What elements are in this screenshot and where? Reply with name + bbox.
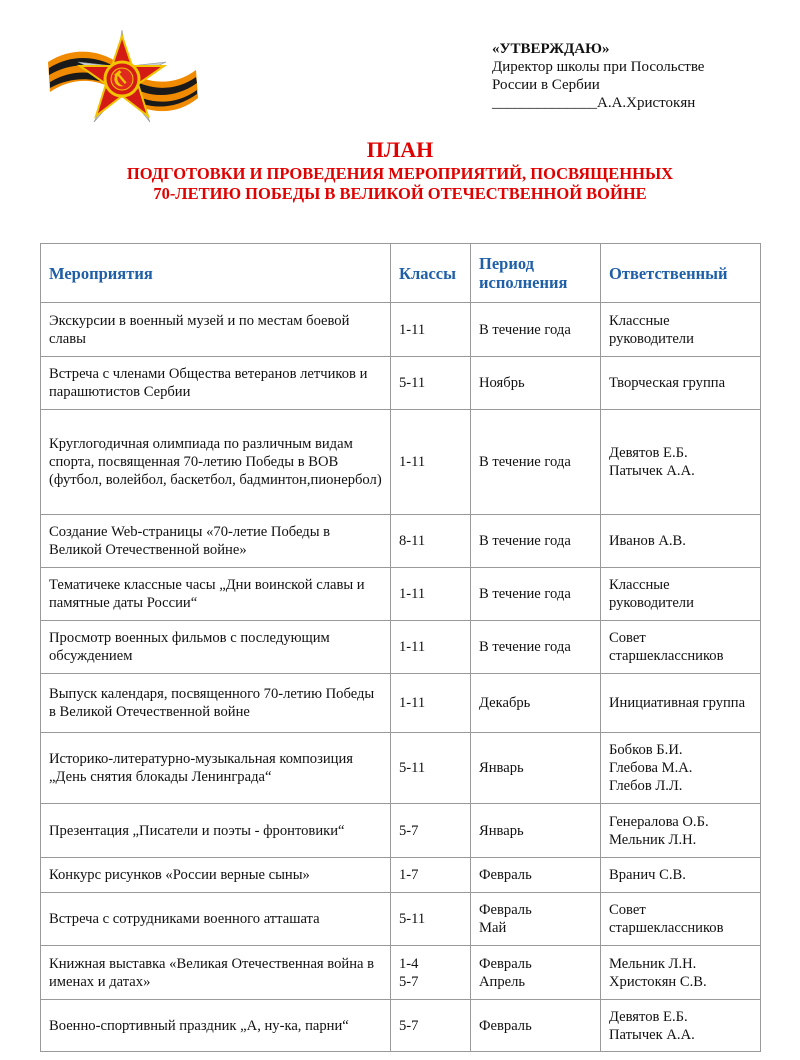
- cell-grades: 5-7: [391, 1000, 471, 1052]
- cell-event: Военно-спортивный праздник „А, ну-ка, парни“: [41, 1000, 391, 1052]
- cell-event: Презентация „Писатели и поэты - фронтовики“: [41, 804, 391, 858]
- cell-period: В течение года: [471, 621, 601, 674]
- table-row: [41, 357, 761, 410]
- cell-responsible: Творческая группа: [601, 357, 761, 410]
- cell-responsible: Классные руководители: [601, 568, 761, 621]
- table-row: [41, 946, 761, 1000]
- cell-responsible: Генералова О.Б. Мельник Л.Н.: [601, 804, 761, 858]
- table-row: [41, 858, 761, 893]
- cell-period: В течение года: [471, 568, 601, 621]
- document-heading: [0, 136, 800, 204]
- cell-responsible: Вранич С.В.: [601, 858, 761, 893]
- cell-grades: 5-11: [391, 733, 471, 804]
- table-row: [41, 733, 761, 804]
- cell-period: Январь: [471, 733, 601, 804]
- cell-responsible: Инициативная группа: [601, 674, 761, 733]
- cell-grades: 5-11: [391, 893, 471, 946]
- table-row: [41, 410, 761, 515]
- cell-grades: 5-7: [391, 804, 471, 858]
- cell-period: Февраль: [471, 858, 601, 893]
- cell-period: Февраль Апрель: [471, 946, 601, 1000]
- cell-responsible: Мельник Л.Н. Христокян С.В.: [601, 946, 761, 1000]
- cell-period: Январь: [471, 804, 601, 858]
- cell-event: Экскурсии в военный музей и по местам боевой славы: [41, 303, 391, 357]
- cell-grades: 1-11: [391, 621, 471, 674]
- table-header-row: [41, 244, 761, 303]
- approval-signature-line: ______________А.А.Христокян: [492, 95, 696, 111]
- cell-period: Февраль Май: [471, 893, 601, 946]
- cell-responsible: Бобков Б.И. Глебова М.А. Глебов Л.Л.: [601, 733, 761, 804]
- header-grades: Классы: [391, 244, 471, 303]
- cell-period: В течение года: [471, 410, 601, 515]
- cell-grades: 1-11: [391, 674, 471, 733]
- cell-period: В течение года: [471, 303, 601, 357]
- cell-event: Создание Web-страницы «70-летие Победы в Великой Отечественной войне»: [41, 515, 391, 568]
- approval-title: «УТВЕРЖДАЮ»: [492, 41, 610, 57]
- table-row: [41, 621, 761, 674]
- cell-responsible: Девятов Е.Б. Патычек А.А.: [601, 410, 761, 515]
- cell-grades: 1-11: [391, 568, 471, 621]
- cell-period: Декабрь: [471, 674, 601, 733]
- approval-position-line1: Директор школы при Посольстве: [492, 59, 705, 75]
- cell-event: Встреча с сотрудниками военного атташата: [41, 893, 391, 946]
- cell-event: Тематичеке классные часы „Дни воинской славы и памятные даты России“: [41, 568, 391, 621]
- cell-grades: 1-11: [391, 303, 471, 357]
- cell-event: Просмотр военных фильмов с последующим обсуждением: [41, 621, 391, 674]
- document-subtitle-line2: 70-ЛЕТИЮ ПОБЕДЫ В ВЕЛИКОЙ ОТЕЧЕСТВЕННОЙ ВОЙНЕ: [153, 184, 647, 203]
- order-of-patriotic-war-emblem-icon: [46, 22, 198, 138]
- table-row: [41, 1000, 761, 1052]
- events-plan-table: [40, 243, 761, 1052]
- cell-responsible: Иванов А.В.: [601, 515, 761, 568]
- cell-responsible: Девятов Е.Б. Патычек А.А.: [601, 1000, 761, 1052]
- cell-grades: 1-11: [391, 410, 471, 515]
- document-title: ПЛАН: [366, 137, 434, 162]
- approval-position-line2: России в Сербии: [492, 77, 600, 93]
- cell-event: Встреча с членами Общества ветеранов летчиков и парашютистов Сербии: [41, 357, 391, 410]
- cell-event: Выпуск календаря, посвященного 70-летию Победы в Великой Отечественной войне: [41, 674, 391, 733]
- header-events: Мероприятия: [41, 244, 391, 303]
- document-subtitle-line1: ПОДГОТОВКИ И ПРОВЕДЕНИЯ МЕРОПРИЯТИЙ, ПОСВЯЩЕННЫХ: [126, 164, 674, 183]
- cell-event: Круглогодичная олимпиада по различным видам спорта, посвященная 70-летию Победы в ВОВ (футбол, волейбол, баскетбол, бадминтон,пионербол): [41, 410, 391, 515]
- table-row: [41, 674, 761, 733]
- cell-period: В течение года: [471, 515, 601, 568]
- cell-event: Историко-литературно-музыкальная композиция „День снятия блокады Ленинграда“: [41, 733, 391, 804]
- cell-grades: 8-11: [391, 515, 471, 568]
- cell-event: Конкурс рисунков «России верные сыны»: [41, 858, 391, 893]
- cell-grades: 1-7: [391, 858, 471, 893]
- table-row: [41, 303, 761, 357]
- cell-event: Книжная выставка «Великая Отечественная война в именах и датах»: [41, 946, 391, 1000]
- header-period: Период исполнения: [471, 244, 601, 303]
- table-row: [41, 893, 761, 946]
- cell-grades: 1-4 5-7: [391, 946, 471, 1000]
- cell-grades: 5-11: [391, 357, 471, 410]
- header-responsible: Ответственный: [601, 244, 761, 303]
- table-row: [41, 515, 761, 568]
- cell-responsible: Классные руководители: [601, 303, 761, 357]
- approval-block: [492, 40, 782, 112]
- table-row: [41, 804, 761, 858]
- cell-responsible: Совет старшеклассников: [601, 621, 761, 674]
- cell-period: Февраль: [471, 1000, 601, 1052]
- table-row: [41, 568, 761, 621]
- cell-responsible: Совет старшеклассников: [601, 893, 761, 946]
- cell-period: Ноябрь: [471, 357, 601, 410]
